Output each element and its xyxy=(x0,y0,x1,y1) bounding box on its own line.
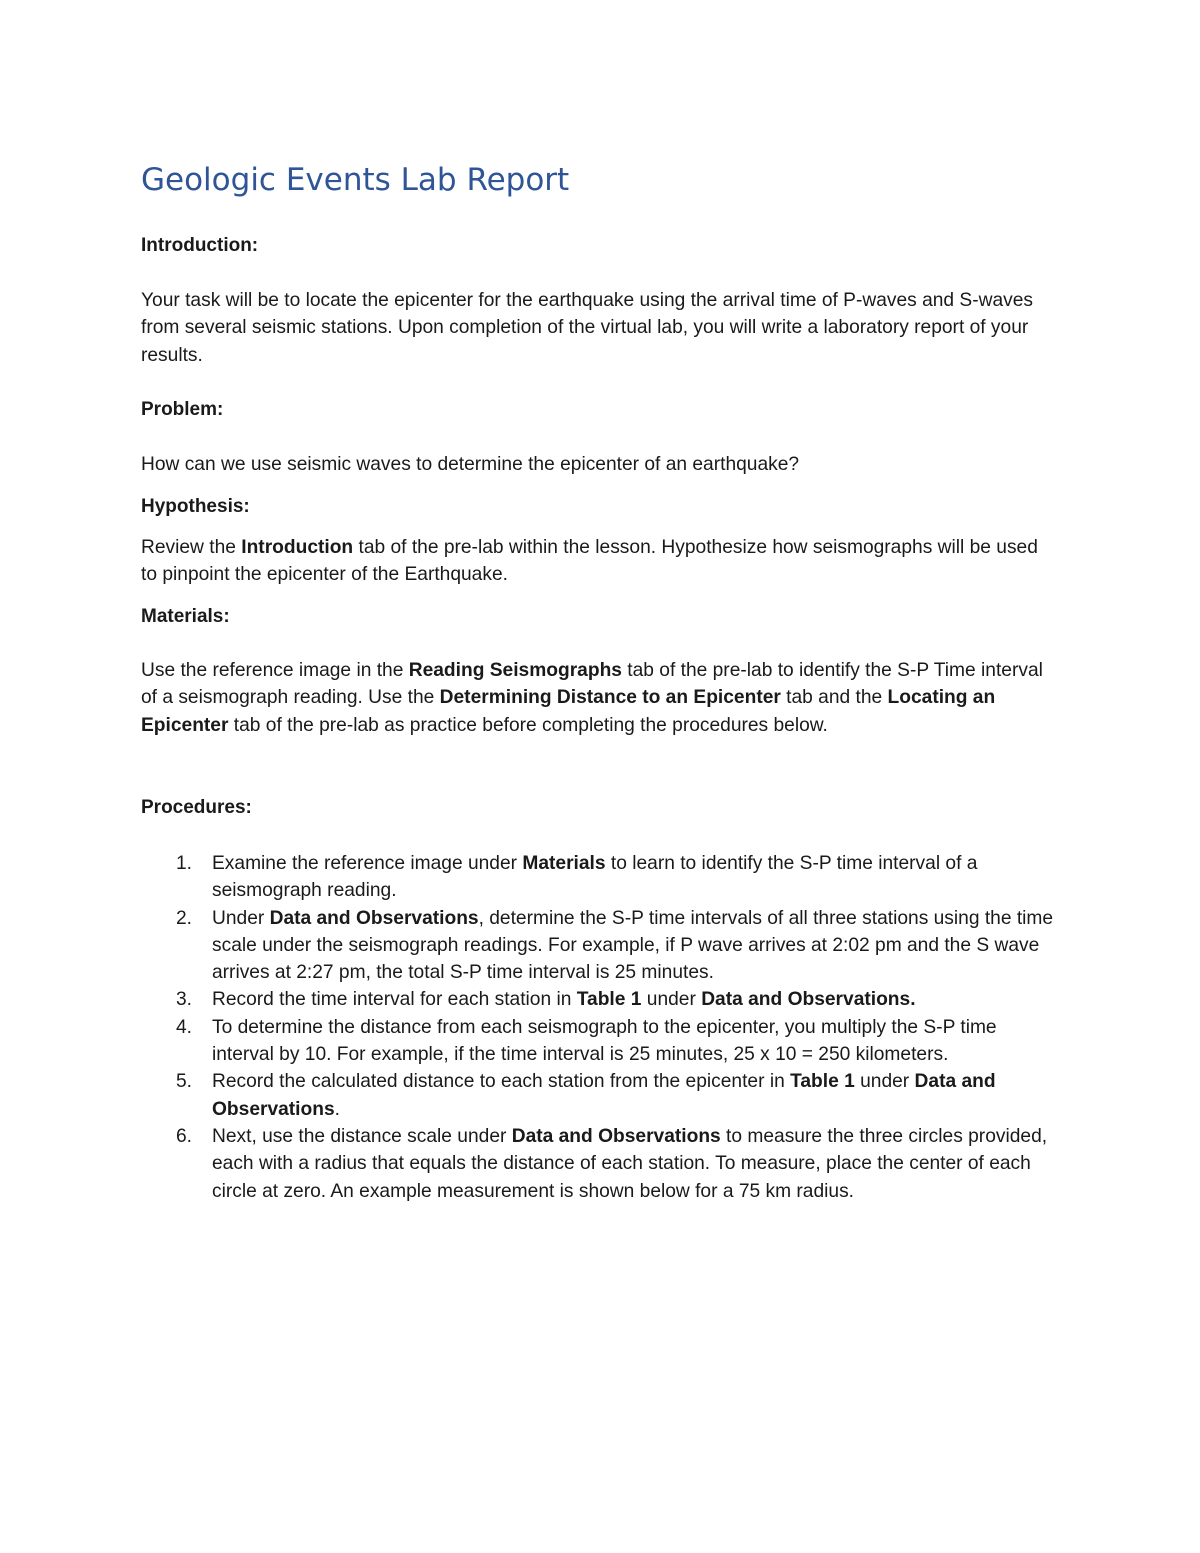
procedure-step: 3. Record the time interval for each station in Table 1 under Data and Observations. xyxy=(141,986,1056,1013)
bold-term: Introduction xyxy=(241,537,354,558)
introduction-heading: Introduction: xyxy=(141,235,259,256)
hypothesis-heading: Hypothesis: xyxy=(141,496,250,517)
materials-heading: Materials: xyxy=(141,606,230,627)
procedure-step: 4. To determine the distance from each seismograph to the epicenter, you multiply the S-P time interval by 10. For example, if the time interval is 25 minutes, 25 x 10 = 250 kilometers. xyxy=(141,1014,1056,1069)
bold-term: Reading Seismographs xyxy=(408,660,622,681)
procedure-step: 5. Record the calculated distance to each station from the epicenter in Table 1 under Data and Observations. xyxy=(141,1068,1056,1123)
procedures-heading: Procedures: xyxy=(141,797,252,818)
procedure-step: 1. Examine the reference image under Materials to learn to identify the S-P time interval of a seismograph reading. xyxy=(141,850,1056,905)
step-number: 2. xyxy=(176,907,193,929)
step-number: 5. xyxy=(176,1071,193,1093)
bold-term: Locating an Epicenter xyxy=(141,687,996,736)
step-number: 3. xyxy=(176,989,193,1011)
document-title: Geologic Events Lab Report xyxy=(141,162,570,198)
step-number: 1. xyxy=(176,853,193,874)
hypothesis-text: Review the Introduction tab of the pre-lab within the lesson. Hypothesize how seismographs will be used to pinpoint the epicenter of the Earthquake. xyxy=(141,537,1038,586)
step-number: 4. xyxy=(176,1016,193,1038)
procedures-list xyxy=(141,850,1056,1205)
procedure-step: 6. Next, use the distance scale under Data and Observations to measure the three circles provided, each with a radius that equals the distance of each station. To measure, place the center of each circle at zero. An example measurement is shown below for a 75 km radius. xyxy=(141,1123,1056,1205)
introduction-text: Your task will be to locate the epicenter for the earthquake using the arrival time of P-waves and S-waves from several seismic stations. Upon completion of the virtual lab, you will write a laboratory report of your results. xyxy=(141,290,1033,366)
procedure-step: 2. Under Data and Observations, determine the S-P time intervals of all three stations using the time scale under the seismograph readings. For example, if P wave arrives at 2:02 pm and the S wave arrives at 2:27 pm, the total S-P time interval is 25 minutes. xyxy=(141,905,1056,987)
problem-text: How can we use seismic waves to determine the epicenter of an earthquake? xyxy=(141,454,800,475)
bold-term: Determining Distance to an Epicenter xyxy=(439,687,781,709)
step-number: 6. xyxy=(176,1125,193,1147)
problem-heading: Problem: xyxy=(141,399,224,420)
materials-text: Use the reference image in the Reading Seismographs tab of the pre-lab to identify the S-P Time interval of a seismograph reading. Use the Determining Distance to an Epicenter tab and the Locating an Epicenter tab of the pre-lab as practice before completing the procedures below. xyxy=(141,660,1043,736)
